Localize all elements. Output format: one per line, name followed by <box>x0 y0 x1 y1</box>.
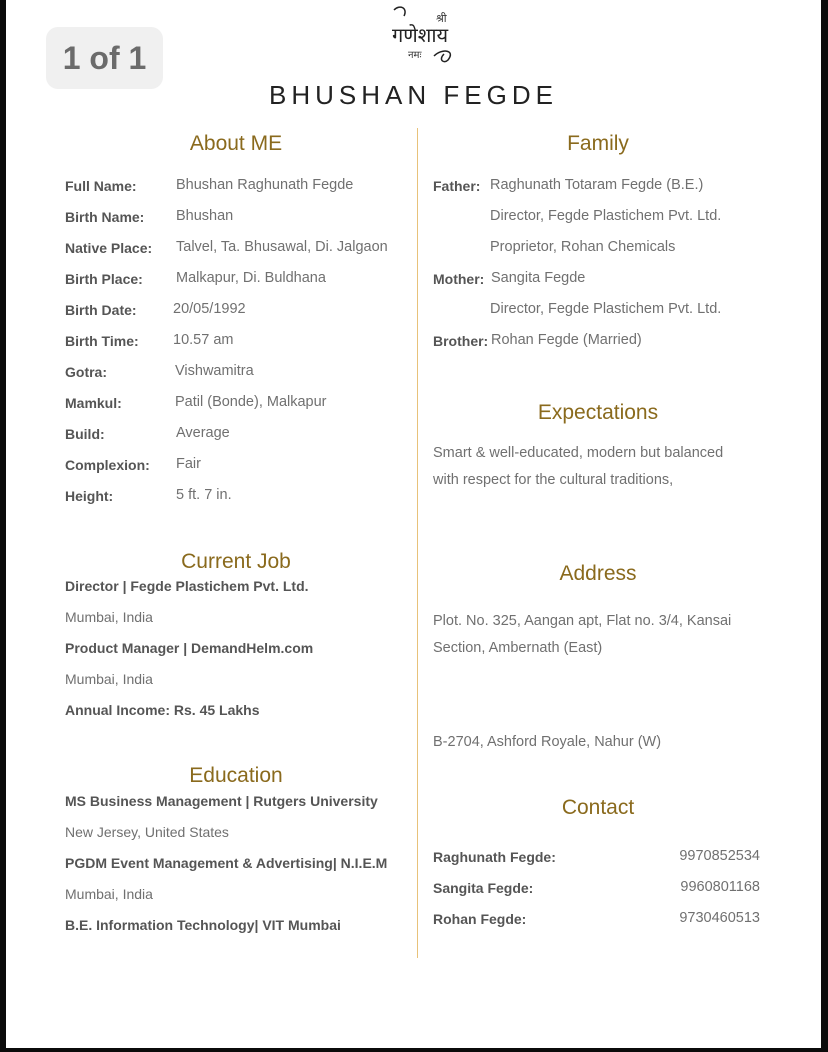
expectations-text: Smart & well-educated, modern but balanced with respect for the cultural traditions, <box>433 445 724 488</box>
contact-phone: 9970852534 <box>679 848 760 864</box>
about-value: 20/05/1992 <box>173 301 246 317</box>
page-indicator: 1 of 1 <box>46 27 163 89</box>
about-value: Bhushan <box>176 208 234 224</box>
education-line: New Jersey, United States <box>65 824 229 840</box>
father-label: Father: <box>433 178 481 194</box>
about-value: Vishwamitra <box>175 363 254 379</box>
logo-flourish <box>434 51 450 62</box>
contact-name: Sangita Fegde: <box>433 880 534 896</box>
ganesh-logo-icon <box>386 2 468 66</box>
about-value: Bhushan Raghunath Fegde <box>176 177 354 193</box>
annual-income: Annual Income: Rs. 45 Lakhs <box>65 702 260 718</box>
logo-text-mid: गणेशाय <box>392 23 449 47</box>
address-line: B-2704, Ashford Royale, Nahur (W) <box>433 734 662 750</box>
father-line: Proprietor, Rohan Chemicals <box>490 239 676 255</box>
family-heading: Family <box>567 132 629 155</box>
brother-value: Rohan Fegde (Married) <box>491 332 642 348</box>
mother-label: Mother: <box>433 271 485 287</box>
person-name: BHUSHAN FEGDE <box>269 80 558 110</box>
about-label: Birth Place: <box>65 271 143 287</box>
about-label: Height: <box>65 488 114 504</box>
contact-phone: 9730460513 <box>679 910 760 926</box>
biodata-page <box>6 0 821 1048</box>
brother-label: Brother: <box>433 333 489 349</box>
about-label: Complexion: <box>65 457 150 473</box>
column-divider <box>417 128 418 958</box>
about-value: 5 ft. 7 in. <box>176 487 232 503</box>
father-line: Raghunath Totaram Fegde (B.E.) <box>490 177 704 193</box>
mother-line: Director, Fegde Plastichem Pvt. Ltd. <box>490 301 722 317</box>
job-line: Director | Fegde Plastichem Pvt. Ltd. <box>65 578 309 594</box>
job-heading: Current Job <box>181 550 291 573</box>
education-line: Mumbai, India <box>65 886 153 902</box>
mother-line: Sangita Fegde <box>491 270 586 286</box>
logo-text-top: श्री <box>436 12 447 25</box>
logo-swirl <box>394 7 405 16</box>
father-line: Director, Fegde Plastichem Pvt. Ltd. <box>490 208 722 224</box>
education-line: PGDM Event Management & Advertising| N.I.E.M <box>65 855 388 871</box>
about-label: Full Name: <box>65 178 137 194</box>
about-label: Birth Time: <box>65 333 139 349</box>
about-value: Fair <box>176 456 201 472</box>
about-heading: About ME <box>189 132 283 155</box>
contact-heading: Contact <box>561 796 635 819</box>
address-line: Plot. No. 325, Aangan apt, Flat no. 3/4, Kansai Section, Ambernath (East) <box>433 613 732 656</box>
job-line: Product Manager | DemandHelm.com <box>65 640 314 656</box>
expectations-heading: Expectations <box>537 401 659 424</box>
about-value: Patil (Bonde), Malkapur <box>175 394 327 410</box>
about-value: Average <box>176 425 230 441</box>
job-line: Mumbai, India <box>65 671 153 687</box>
education-line: B.E. Information Technology| VIT Mumbai <box>65 917 341 933</box>
education-line: MS Business Management | Rutgers University <box>65 793 378 809</box>
about-label: Mamkul: <box>65 395 122 411</box>
logo-text-bot: नमः <box>408 50 422 61</box>
about-value: 10.57 am <box>173 332 234 348</box>
about-label: Birth Name: <box>65 209 145 225</box>
about-label: Birth Date: <box>65 302 137 318</box>
about-label: Native Place: <box>65 240 153 256</box>
contact-name: Raghunath Fegde: <box>433 849 556 865</box>
contact-phone: 9960801168 <box>680 879 760 895</box>
job-line: Mumbai, India <box>65 609 153 625</box>
about-label: Build: <box>65 426 105 442</box>
about-label: Gotra: <box>65 364 107 380</box>
about-value: Malkapur, Di. Buldhana <box>176 270 326 286</box>
education-heading: Education <box>189 764 283 787</box>
address-heading: Address <box>559 562 637 585</box>
contact-name: Rohan Fegde: <box>433 911 527 927</box>
about-value: Talvel, Ta. Bhusawal, Di. Jalgaon <box>176 239 388 255</box>
